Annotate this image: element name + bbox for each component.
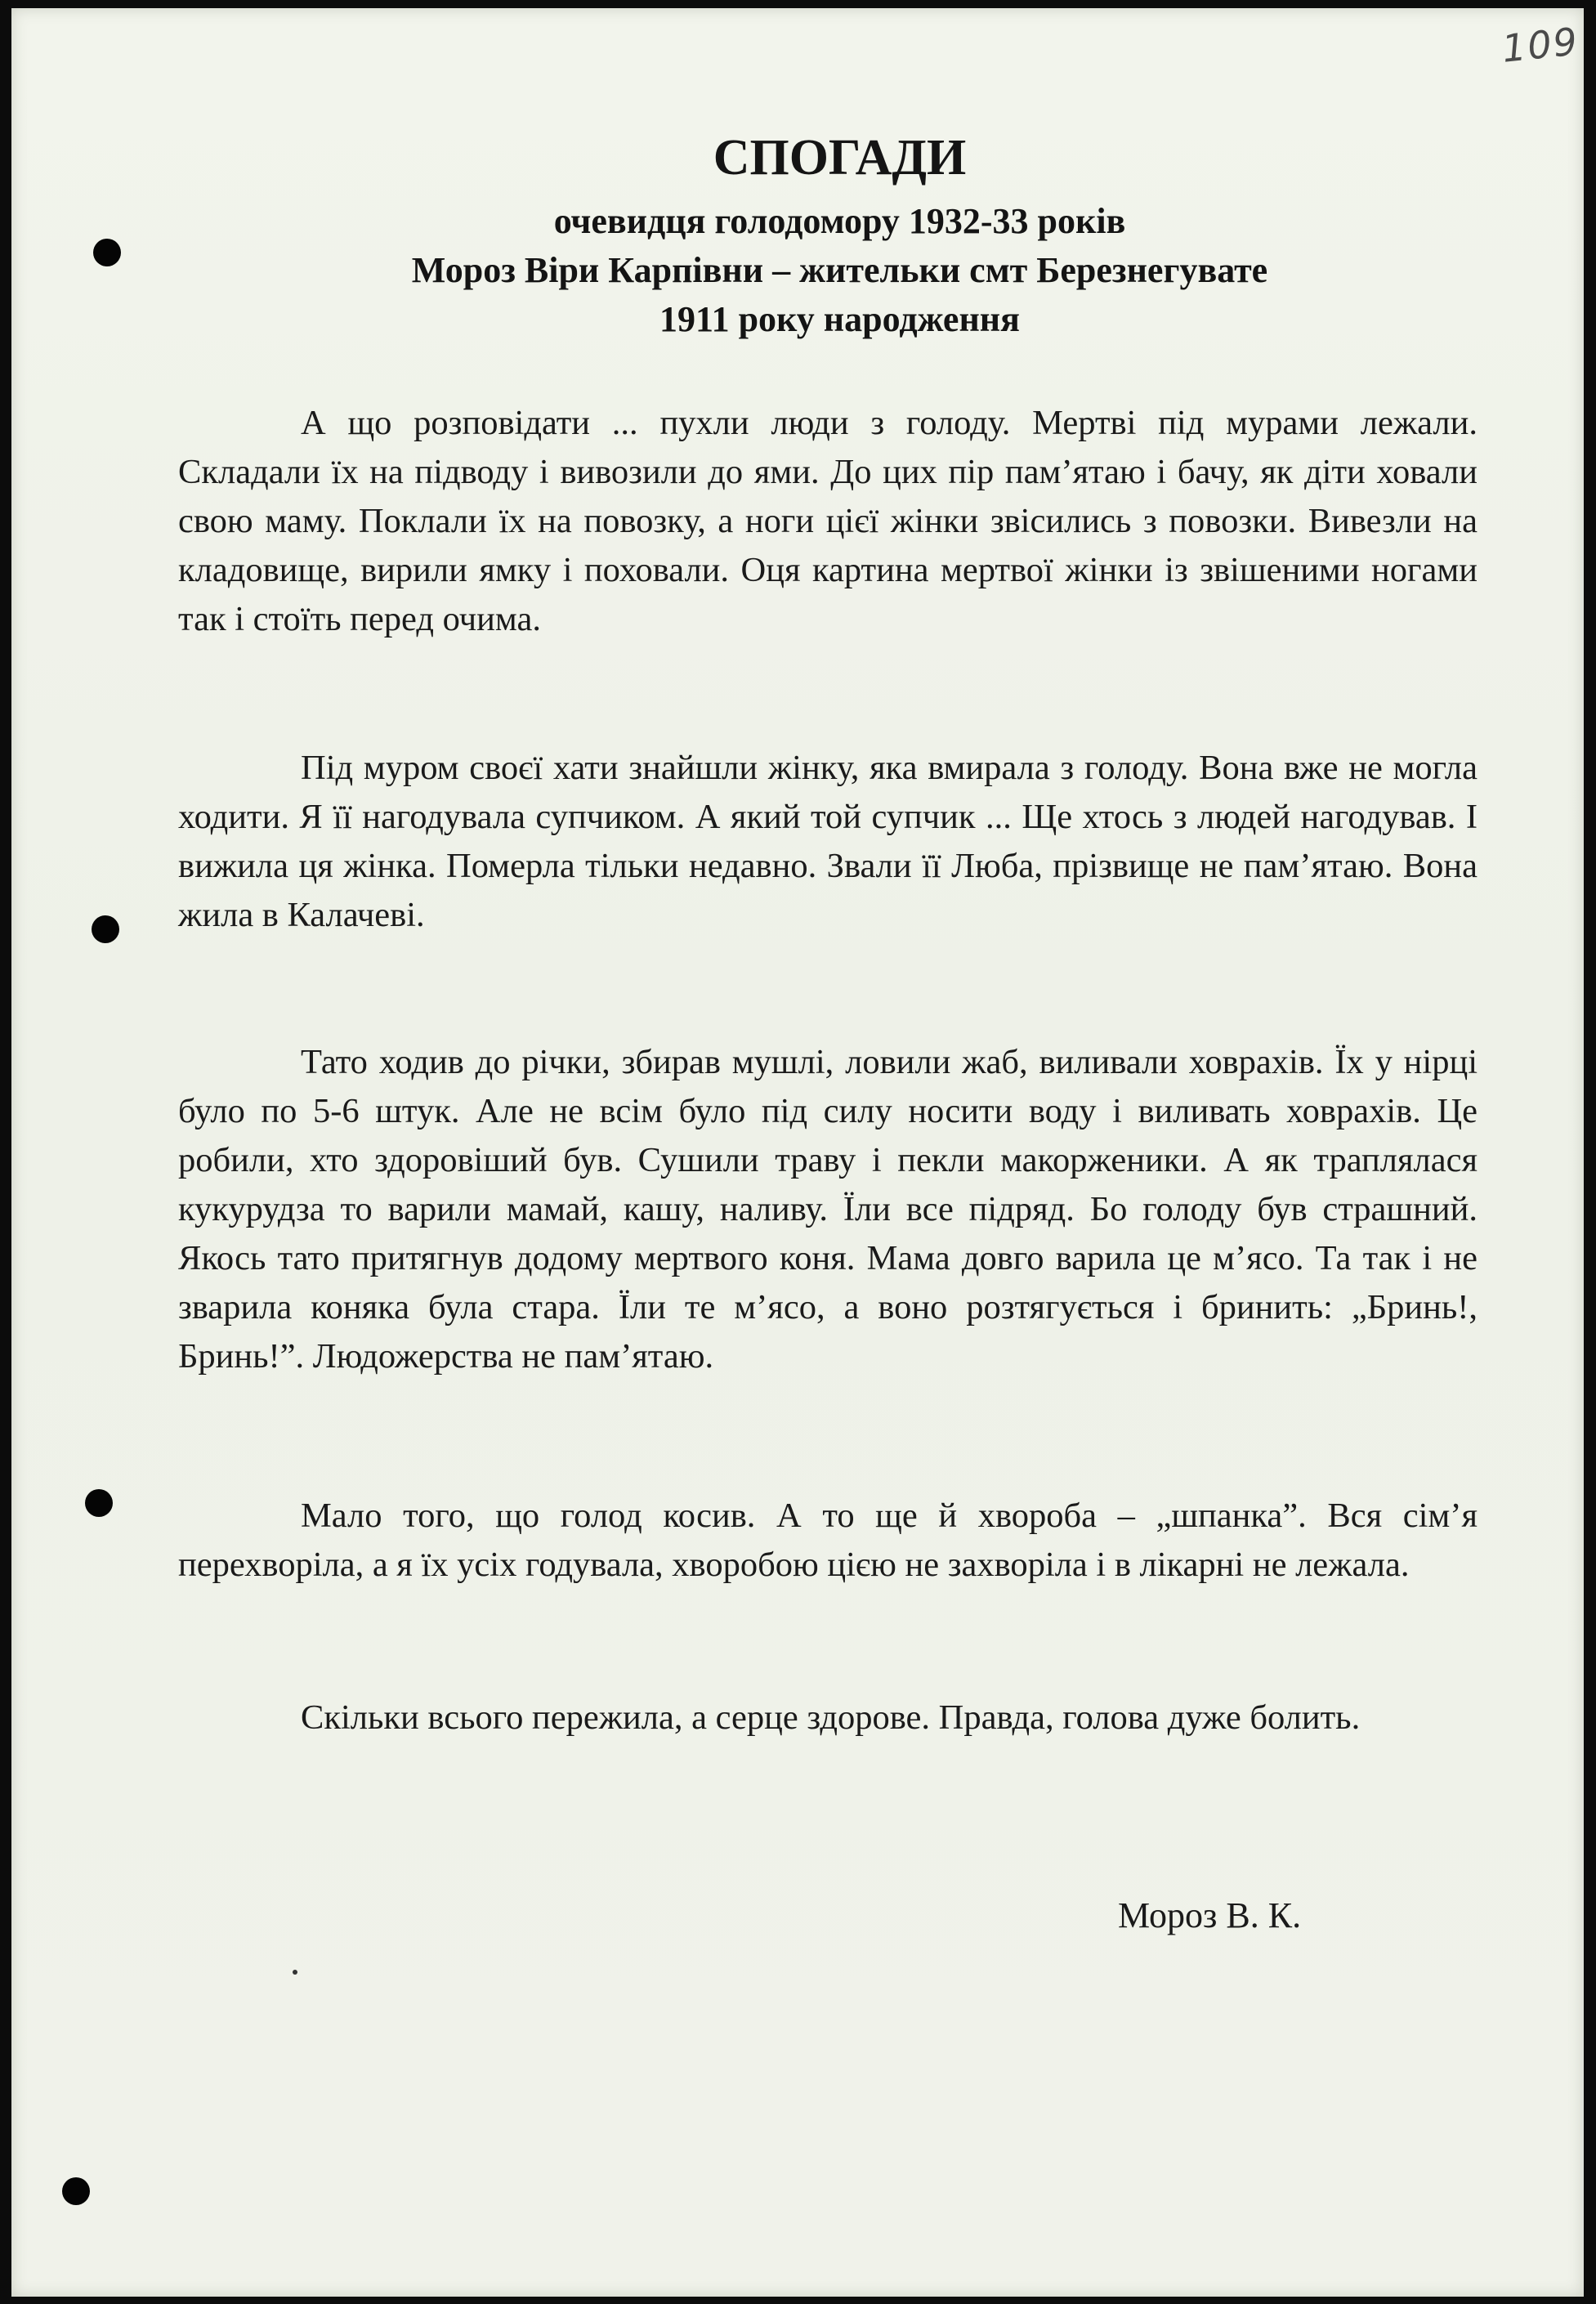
handwritten-page-number: 109 <box>1500 19 1581 71</box>
subtitle-line-1: очевидця голодомору 1932-33 років <box>553 201 1126 241</box>
signature: Мороз В. К. <box>1118 1895 1302 1935</box>
binder-hole-2 <box>92 915 119 943</box>
binder-hole-4 <box>62 2177 90 2205</box>
paragraph-5: Скільки всього пережила, а серце здорове. Правда, голова дуже болить. <box>301 1698 1361 1737</box>
paragraph-4: Мало того, що голод косив. А то ще й хвороба – „шпанка”. Вся сім’я перехворіла, а я їх усіх годувала, хворобою цією не захворіла і в лікарні не лежала. <box>178 1496 1478 1584</box>
document-title: СПОГАДИ <box>713 130 967 186</box>
subtitle-line-3: 1911 року народження <box>659 299 1020 339</box>
paragraph-2: Під муром своєї хати знайшли жінку, яка вмирала з голоду. Вона вже не могла ходити. Я її нагодувала супчиком. А який той супчик ... Ще хтось з людей нагодував. І вижила ця жінка. Померла тільки недавно. Звали її Люба, прізвище не пам’ятаю. Вона жила в Калачеві. <box>178 749 1478 934</box>
subtitle-line-2: Мороз Віри Карпівни – жительки смт Березнегувате <box>411 250 1268 290</box>
paragraph-3: Тато ходив до річки, збирав мушлі, ловили жаб, виливали ховрахів. Їх у нірці було по 5-6 штук. Але не всім було під силу носити воду і виливать ховрахів. Це робили, хто здоровіший був. Сушили траву і пекли макорженики. А як траплялася кукурудза то варили мамай, кашу, наливу. Їли все підряд. Бо голоду був страшний. Якось тато притягнув додому мертвого коня. Мама довго варила це м’ясо. Та так і не зварила коняка була стара. Їли те м’ясо, а воно розтягується і бринить: „Бринь!, Бринь!”. Людожерства не пам’ятаю. <box>178 1043 1478 1376</box>
ink-speck <box>293 1970 297 1975</box>
binder-hole-3 <box>85 1489 113 1517</box>
paragraph-1: А що розповідати ... пухли люди з голоду. Мертві під мурами лежали. Складали їх на підводу і вивозили до ями. До цих пір пам’ятаю і бачу, як діти ховали свою маму. Поклали їх на повозку, а ноги цієї жінки звісились з повозки. Вивезли на кладовище, вирили ямку і поховали. Оця картина мертвої жінки із звішеними ногами так і стоїть перед очима. <box>178 404 1478 638</box>
